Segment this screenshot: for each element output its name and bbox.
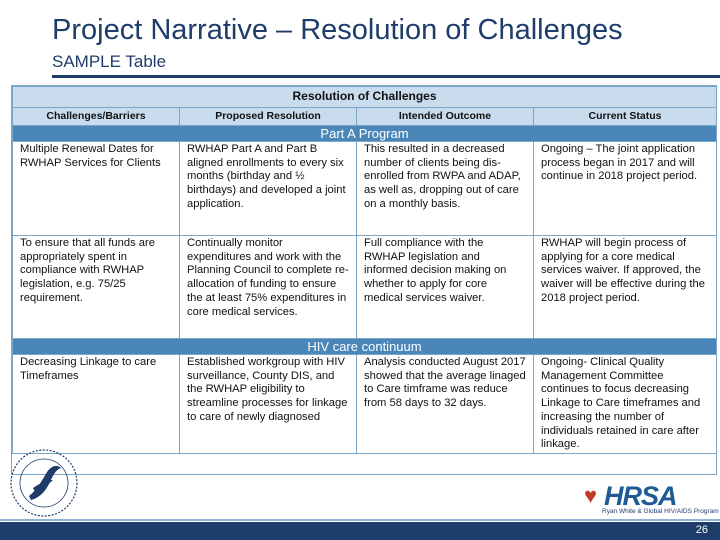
section-row [13, 339, 717, 355]
resolution-table [11, 85, 717, 475]
table-caption-row [13, 87, 717, 108]
section-title: HIV care continuum [13, 339, 717, 355]
table-cell: Continually monitor expenditures and work with the Planning Council to complete re-allocation of funding to ensure the at least 75% expenditures in core medical services. [180, 236, 357, 339]
column-header: Current Status [534, 108, 717, 126]
table-row [13, 355, 717, 454]
table [12, 86, 717, 454]
hhs-seal-icon [7, 446, 81, 520]
slide-title: Project Narrative – Resolution of Challenges [52, 14, 623, 46]
hrsa-logo-text: HRSA [604, 481, 677, 511]
section-title: Part A Program [13, 126, 717, 142]
column-header: Challenges/Barriers [13, 108, 180, 126]
table-cell: RWHAP Part A and Part B aligned enrollments to every six months (birthday and ½ birthdays) and developed a joint application. [180, 142, 357, 236]
hrsa-logo [582, 481, 717, 517]
table-row [13, 142, 717, 236]
hrsa-logo-subtext: Ryan White & Global HIV/AIDS Program [602, 508, 719, 515]
table-cell: Analysis conducted August 2017 showed that the average linaged to Care timframe was reduce from 58 days to 32 days. [357, 355, 534, 454]
table-cell: This resulted in a decreased number of clients being dis-enrolled from RWPA and ADAP, as well as, dropping out of care on a monthly basis. [357, 142, 534, 236]
column-header: Intended Outcome [357, 108, 534, 126]
table-cell: Ongoing- Clinical Quality Management Committee continues to focus decreasing Linkage to Care timeframes and increasing the number of individuals retained in care after linkage. [534, 355, 717, 454]
slide-subtitle: SAMPLE Table [52, 52, 167, 71]
table-cell: Ongoing – The joint application process began in 2017 and will continue in 2018 project period. [534, 142, 717, 236]
table-cell: RWHAP will begin process of applying for a core medical services waiver. If approved, the waiver will be effective during the 2018 project period. [534, 236, 717, 339]
table-cell: Decreasing Linkage to care Timeframes [13, 355, 180, 454]
table-header-row [13, 108, 717, 126]
footer-bar [0, 522, 720, 540]
red-ribbon-icon: ♥ [584, 483, 598, 508]
table-cell: Full compliance with the RWHAP legislation and informed decision making on whether to apply for core medical services waiver. [357, 236, 534, 339]
table-caption: Resolution of Challenges [13, 87, 717, 108]
footer-accent-line [0, 519, 720, 521]
page-number: 26 [695, 524, 708, 536]
column-header: Proposed Resolution [180, 108, 357, 126]
section-row [13, 126, 717, 142]
table-cell: To ensure that all funds are appropriately spent in compliance with RWHAP legislation, e.g. 75/25 requirement. [13, 236, 180, 339]
table-cell: Multiple Renewal Dates for RWHAP Services for Clients [13, 142, 180, 236]
table-row [13, 236, 717, 339]
table-cell: Established workgroup with HIV surveillance, County DIS, and the RWHAP eligibility to streamline processes for linkage to care of newly diagnosed [180, 355, 357, 454]
title-underline [52, 75, 720, 78]
